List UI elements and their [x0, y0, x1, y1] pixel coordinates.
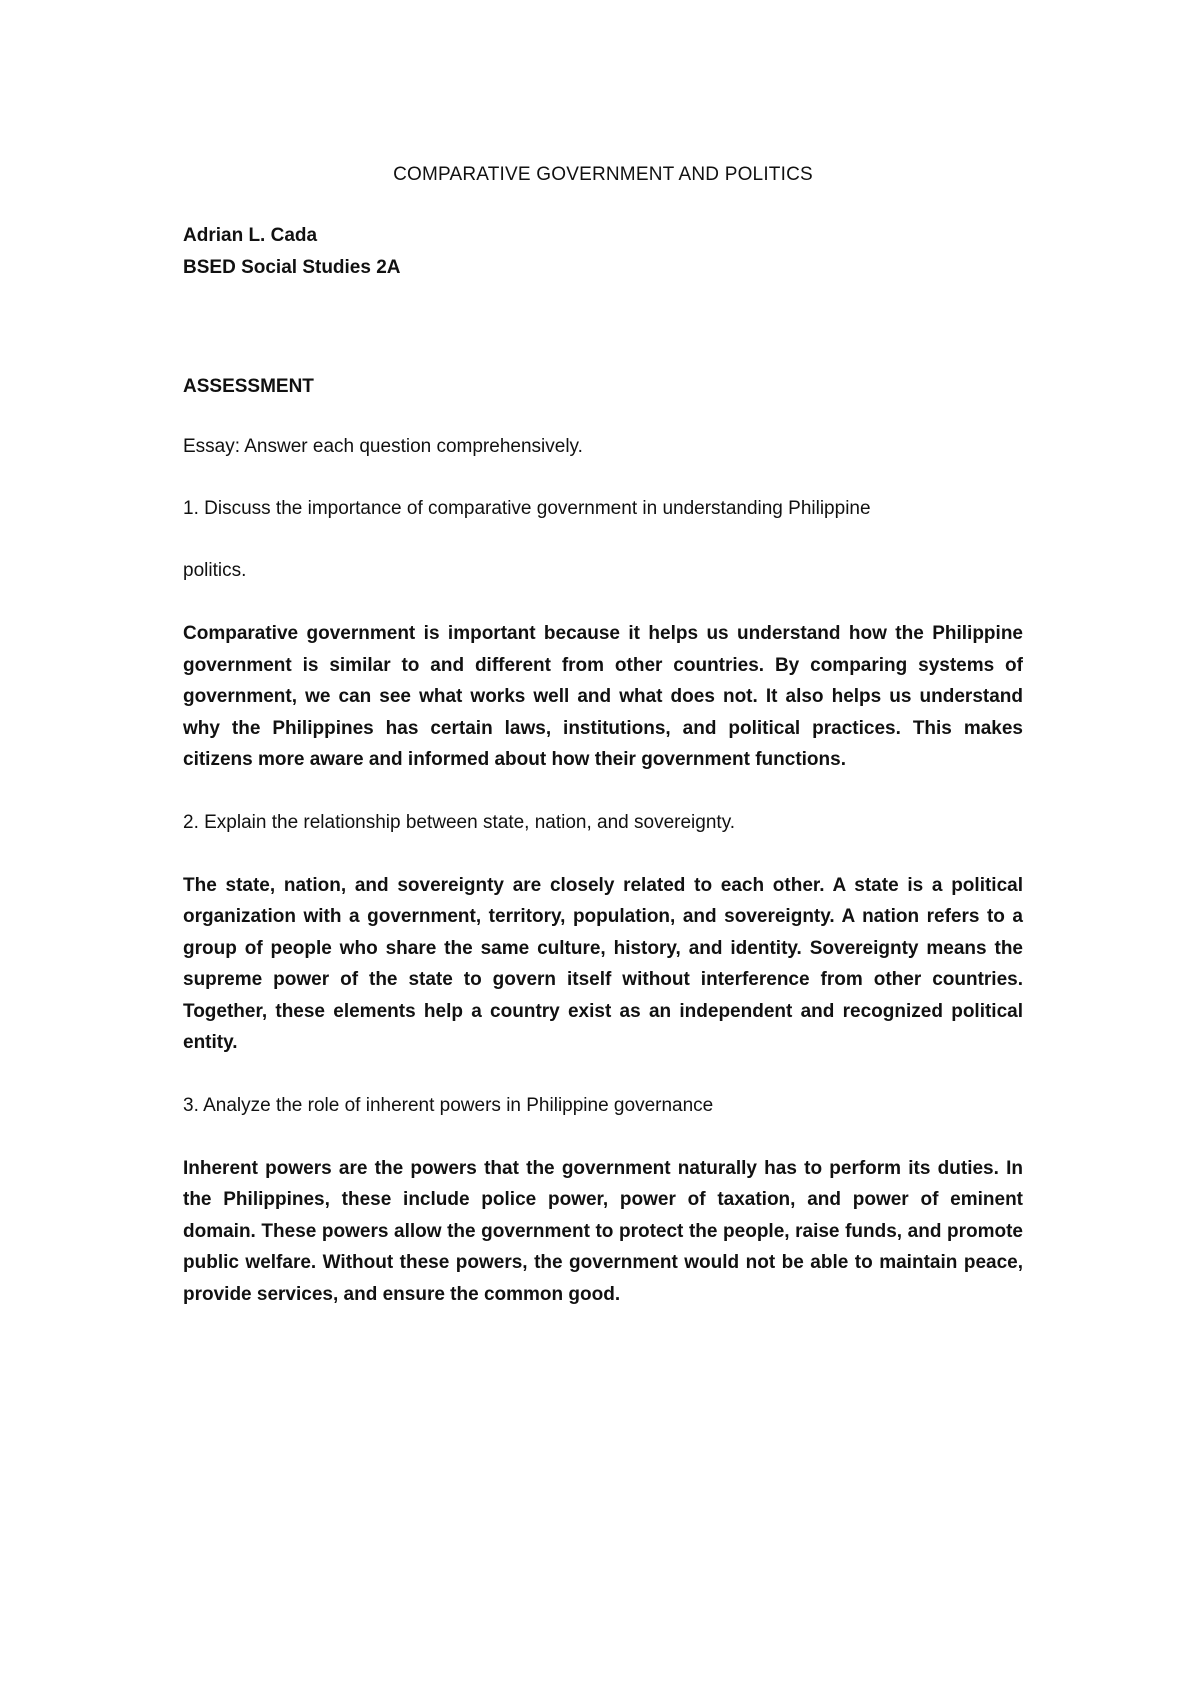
- question-1: [183, 494, 1023, 586]
- question-2-line-1: 2. Explain the relationship between state, nation, and sovereignty.: [183, 811, 736, 833]
- question-1-line-2: politics.: [183, 560, 247, 581]
- answer-3: Inherent powers are the powers that the government naturally has to perform its duties. In the Philippines, these include police power, power of taxation, and power of eminent domain. These powers allow the government to protect the people, raise funds, and promote public welfare. Without these powers, the government would not be able to maintain peace, provide services, and ensure the common good.: [183, 1157, 1023, 1305]
- document-body: [183, 160, 1023, 1310]
- document-title: COMPARATIVE GOVERNMENT AND POLITICS: [393, 164, 813, 185]
- instructions: Essay: Answer each question comprehensively.: [183, 436, 583, 457]
- author-block: [183, 220, 1023, 284]
- question-1-line-1: 1. Discuss the importance of comparative government in understanding Philippine: [183, 498, 871, 519]
- answer-1: Comparative government is important because it helps us understand how the Philippine government is similar to and different from other countries. By comparing systems of government, we can see what works well and what does not. It also helps us understand why the Philippines has certain laws, institutions, and political practices. This makes citizens more aware and informed about how their government functions.: [183, 623, 1023, 770]
- author-section: BSED Social Studies 2A: [183, 257, 401, 278]
- answer-2: The state, nation, and sovereignty are closely related to each other. A state is a political organization with a government, territory, population, and sovereignty. A nation refers to a group of people who share the same culture, history, and identity. Sovereignty means the supreme power of the state to govern itself without interference from other countries. Together, these elements help a country exist as an independent and recognized political entity.: [183, 874, 1023, 1053]
- question-2: [183, 808, 1023, 838]
- section-heading: ASSESSMENT: [183, 376, 314, 397]
- question-3-line-1: 3. Analyze the role of inherent powers in Philippine governance: [183, 1094, 714, 1116]
- question-3: [183, 1091, 1023, 1121]
- author-name: Adrian L. Cada: [183, 225, 318, 246]
